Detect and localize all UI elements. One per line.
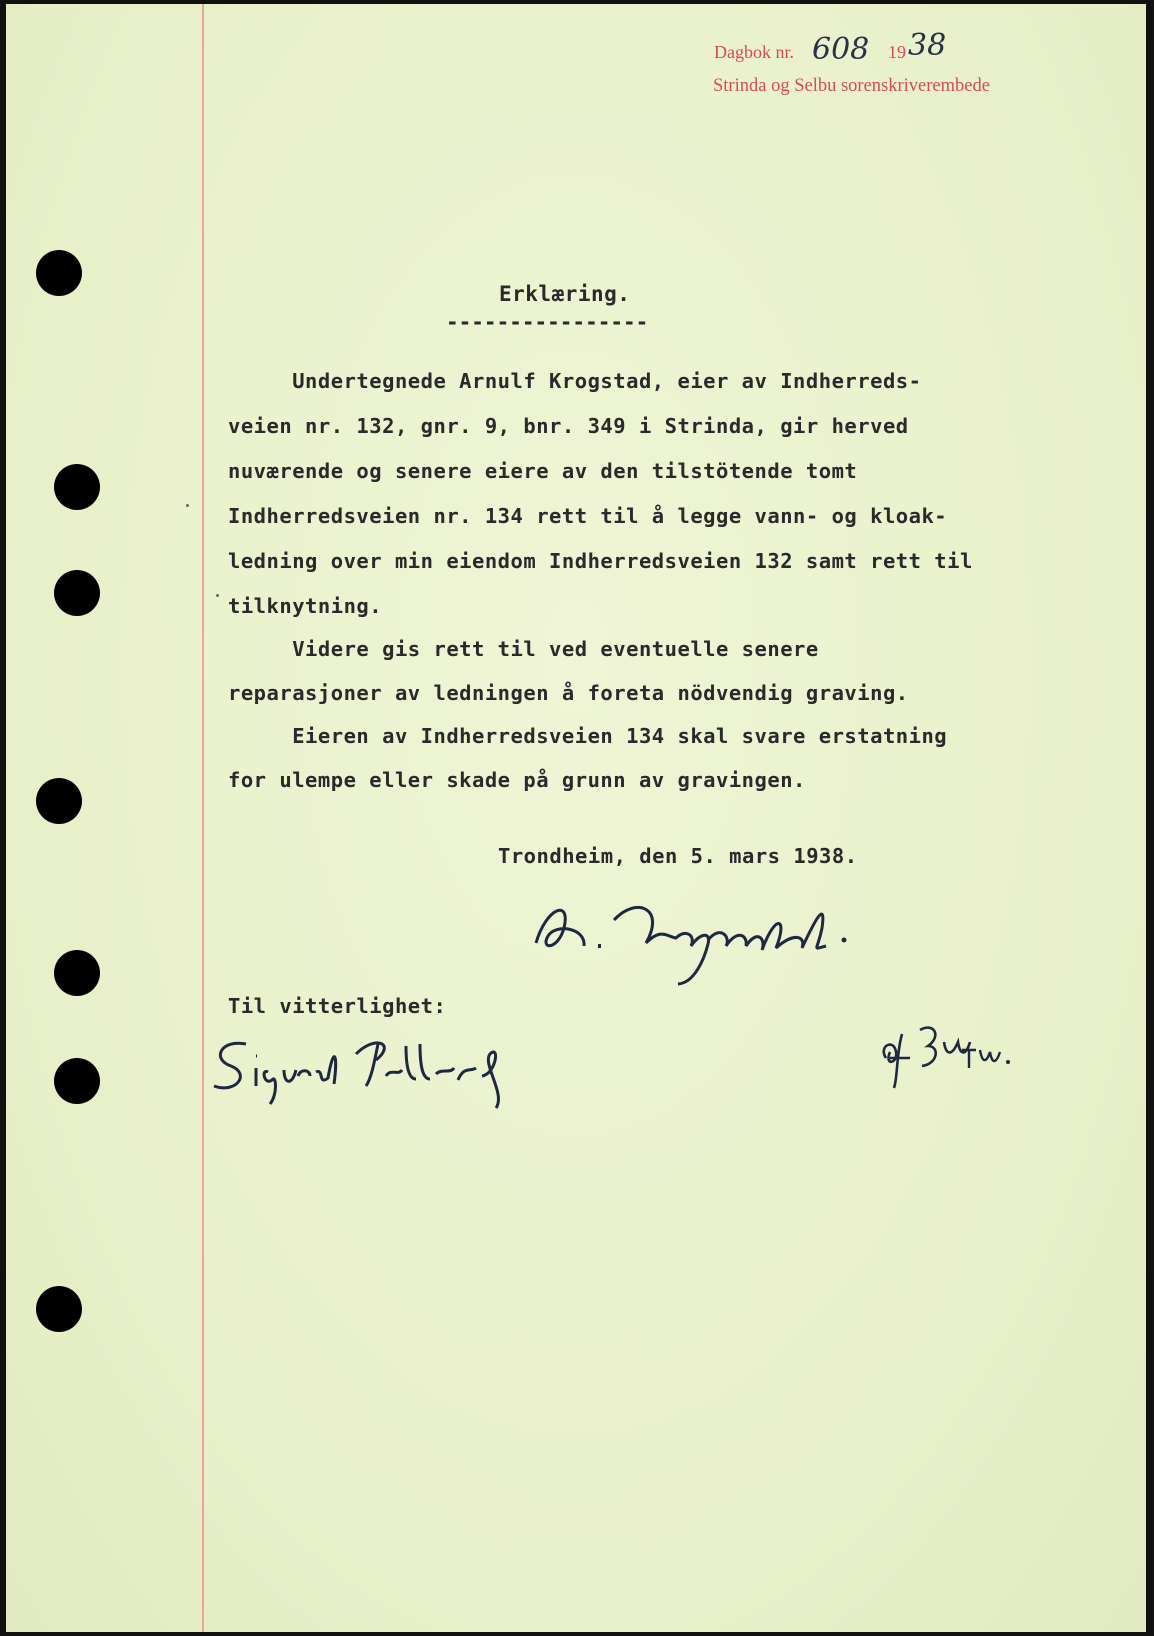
punch-hole <box>54 1058 100 1104</box>
place-date: Trondheim, den 5. mars 1938. <box>498 844 858 868</box>
office-stamp: Strinda og Selbu sorenskriverembede <box>713 76 990 96</box>
paper-speck <box>216 594 219 597</box>
document-title: Erklæring. <box>499 282 631 306</box>
punch-hole <box>54 570 100 616</box>
dagbok-number: 608 <box>812 32 870 67</box>
punch-hole <box>36 778 82 824</box>
body-line: Videre gis rett til ved eventuelle senere <box>228 637 819 661</box>
krogstad-signature <box>526 888 856 998</box>
dagbok-label: Dagbok nr. <box>714 42 794 62</box>
body-line: nuværende og senere eiere av den tilstötende tomt <box>228 459 858 483</box>
witness-label: Til vitterlighet: <box>228 994 447 1018</box>
title-underline: ---------------- <box>446 310 649 334</box>
body-line: Eieren av Indherredsveien 134 skal svare erstatning <box>228 724 948 748</box>
body-line: Undertegnede Arnulf Krogstad, eier av Indherreds- <box>228 369 922 393</box>
initials-mark <box>876 1016 1026 1096</box>
body-line: reparasjoner av ledningen å foreta nödvendig graving. <box>228 681 909 705</box>
body-line: for ulempe eller skade på grunn av gravingen. <box>228 768 806 792</box>
dagbok-stamp <box>714 42 794 63</box>
witness-signature <box>206 1024 526 1134</box>
body-line: ledning over min eiendom Indherredsveien 132 samt rett til <box>228 549 973 573</box>
year-prefix: 19 <box>888 42 906 62</box>
punch-hole <box>36 250 82 296</box>
body-line: tilknytning. <box>228 594 383 618</box>
punch-hole <box>54 464 100 510</box>
margin-line <box>202 4 204 1632</box>
document-page <box>6 4 1146 1632</box>
punch-hole <box>54 950 100 996</box>
body-line: Indherredsveien nr. 134 rett til å legge vann- og kloak- <box>228 504 948 528</box>
punch-hole <box>36 1286 82 1332</box>
year-suffix: 38 <box>908 28 947 63</box>
body-line: veien nr. 132, gnr. 9, bnr. 349 i Strinda, gir herved <box>228 414 909 438</box>
paper-speck <box>186 504 189 507</box>
